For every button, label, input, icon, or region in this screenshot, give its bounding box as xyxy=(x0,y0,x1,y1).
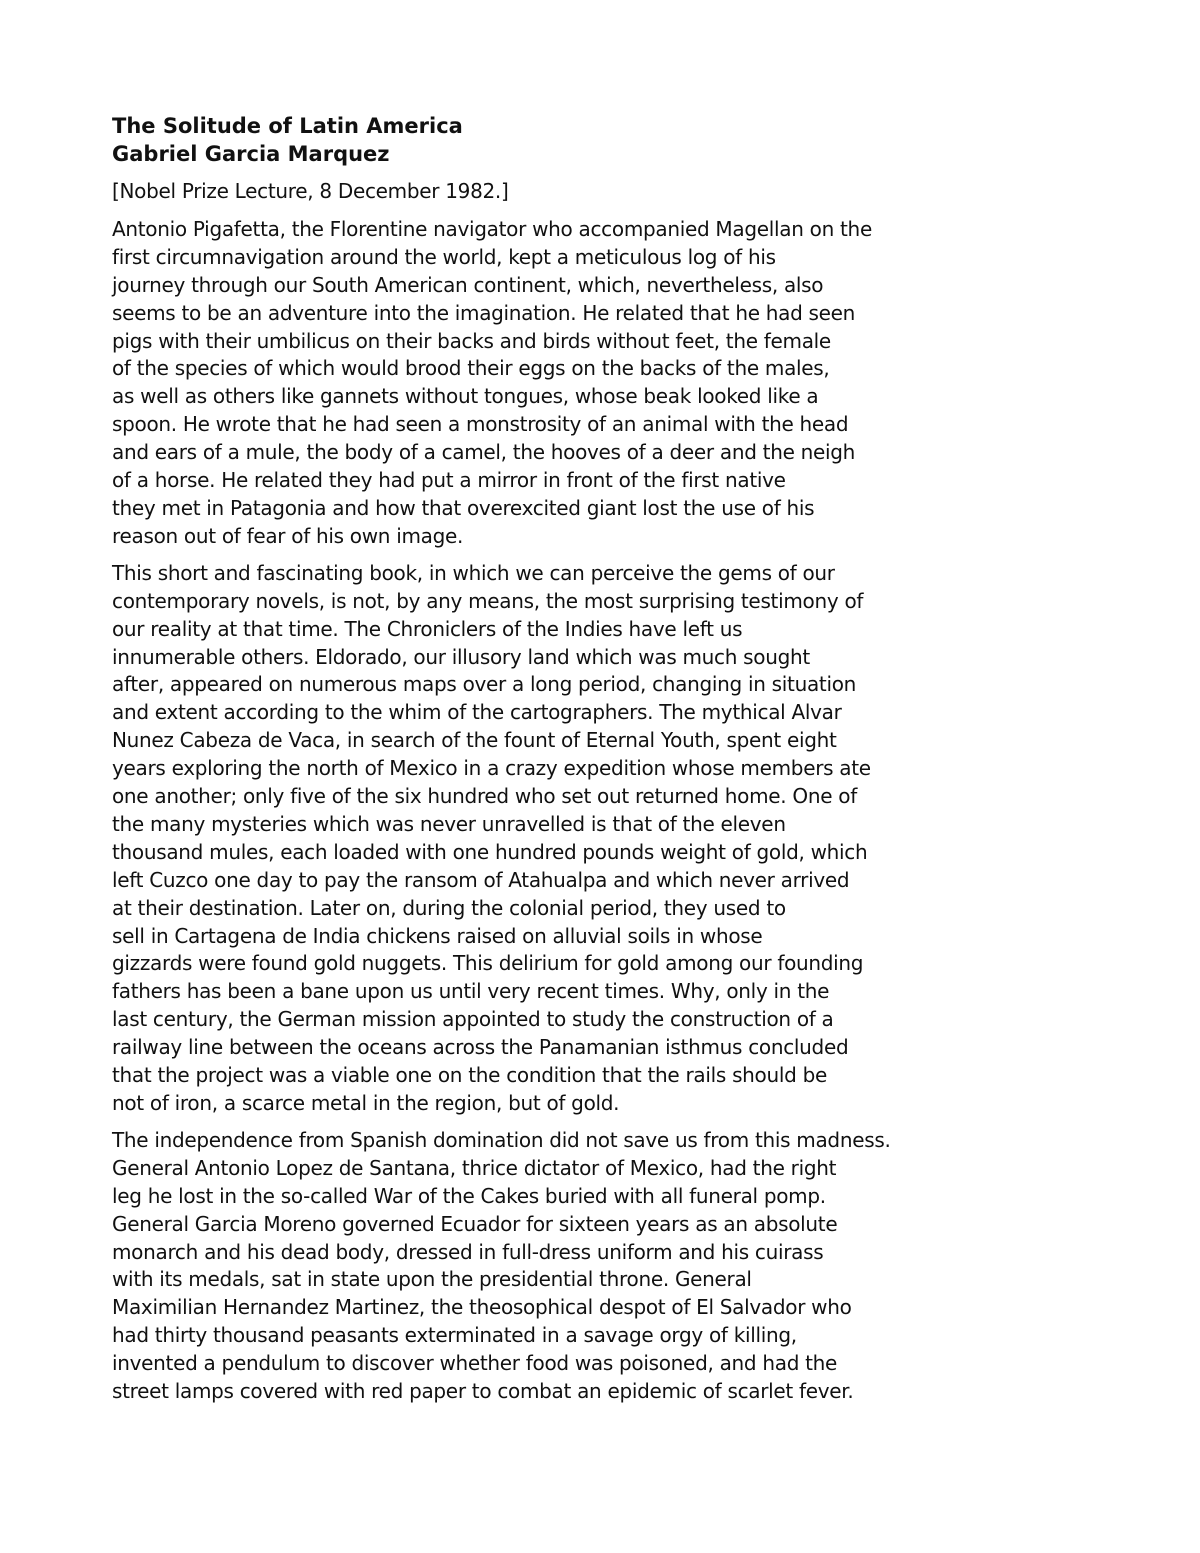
document-author: Gabriel Garcia Marquez xyxy=(112,142,390,166)
text-line: first circumnavigation around the world, kept a meticulous log of his xyxy=(112,244,776,269)
text-line: contemporary novels, is not, by any means, the most surprising testimony of xyxy=(112,588,864,613)
lecture-note xyxy=(112,178,952,206)
text-line: of a horse. He related they had put a mirror in front of the first native xyxy=(112,468,786,493)
text-line: Maximilian Hernandez Martinez, the theosophical despot of El Salvador who xyxy=(112,1295,852,1320)
text-line: years exploring the north of Mexico in a crazy expedition whose members ate xyxy=(112,756,871,781)
paragraph-1 xyxy=(112,216,952,551)
text-line: General Garcia Moreno governed Ecuador for sixteen years as an absolute xyxy=(112,1211,838,1236)
text-line: journey through our South American continent, which, nevertheless, also xyxy=(112,272,824,297)
text-line: Antonio Pigafetta, the Florentine navigator who accompanied Magellan on the xyxy=(112,216,872,241)
text-line: This short and fascinating book, in which we can perceive the gems of our xyxy=(112,560,835,585)
text-line: sell in Cartagena de India chickens raised on alluvial soils in whose xyxy=(112,923,763,948)
text-line: seems to be an adventure into the imagination. He related that he had seen xyxy=(112,300,856,325)
text-line: gizzards were found gold nuggets. This delirium for gold among our founding xyxy=(112,951,864,976)
text-line: after, appeared on numerous maps over a long period, changing in situation xyxy=(112,672,857,697)
text-line: left Cuzco one day to pay the ransom of Atahualpa and which never arrived xyxy=(112,867,850,892)
text-line: thousand mules, each loaded with one hundred pounds weight of gold, which xyxy=(112,839,868,864)
paragraph-2 xyxy=(112,560,952,1118)
text-line: fathers has been a bane upon us until very recent times. Why, only in the xyxy=(112,979,830,1004)
paragraph-3 xyxy=(112,1127,952,1406)
text-line: The independence from Spanish domination did not save us from this madness. xyxy=(112,1127,891,1152)
text-line: at their destination. Later on, during the colonial period, they used to xyxy=(112,895,786,920)
text-line: one another; only five of the six hundred who set out returned home. One of xyxy=(112,784,857,809)
text-line: not of iron, a scarce metal in the region, but of gold. xyxy=(112,1091,620,1115)
text-line: they met in Patagonia and how that overexcited giant lost the use of his xyxy=(112,495,815,520)
text-line: innumerable others. Eldorado, our illusory land which was much sought xyxy=(112,644,810,669)
text-line: and ears of a mule, the body of a camel, the hooves of a deer and the neigh xyxy=(112,440,856,465)
document-page xyxy=(112,112,952,1415)
text-line: leg he lost in the so-called War of the Cakes buried with all funeral pomp. xyxy=(112,1183,826,1208)
text-line: that the project was a viable one on the condition that the rails should be xyxy=(112,1063,827,1088)
lecture-note-text: [Nobel Prize Lecture, 8 December 1982.] xyxy=(112,179,509,203)
text-line: street lamps covered with red paper to combat an epidemic of scarlet fever. xyxy=(112,1379,854,1404)
text-line: Nunez Cabeza de Vaca, in search of the fount of Eternal Youth, spent eight xyxy=(112,728,837,753)
text-line: spoon. He wrote that he had seen a monstrosity of an animal with the head xyxy=(112,412,849,437)
text-line: reason out of fear of his own image. xyxy=(112,523,464,548)
text-line: as well as others like gannets without tongues, whose beak looked like a xyxy=(112,384,819,409)
text-line: with its medals, sat in state upon the presidential throne. General xyxy=(112,1267,752,1292)
document-title: The Solitude of Latin America xyxy=(112,114,463,138)
text-line: General Antonio Lopez de Santana, thrice dictator of Mexico, had the right xyxy=(112,1155,837,1180)
text-line: and extent according to the whim of the cartographers. The mythical Alvar xyxy=(112,700,842,725)
text-line: our reality at that time. The Chroniclers of the Indies have left us xyxy=(112,616,743,641)
text-line: invented a pendulum to discover whether food was poisoned, and had the xyxy=(112,1351,838,1376)
text-line: had thirty thousand peasants exterminated in a savage orgy of killing, xyxy=(112,1323,797,1348)
text-line: the many mysteries which was never unravelled is that of the eleven xyxy=(112,811,786,836)
text-line: monarch and his dead body, dressed in full-dress uniform and his cuirass xyxy=(112,1239,824,1264)
text-line: of the species of which would brood their eggs on the backs of the males, xyxy=(112,356,830,381)
text-line: last century, the German mission appointed to study the construction of a xyxy=(112,1007,834,1032)
text-line: railway line between the oceans across the Panamanian isthmus concluded xyxy=(112,1035,849,1060)
text-line: pigs with their umbilicus on their backs and birds without feet, the female xyxy=(112,328,831,353)
body-text xyxy=(112,216,952,1406)
